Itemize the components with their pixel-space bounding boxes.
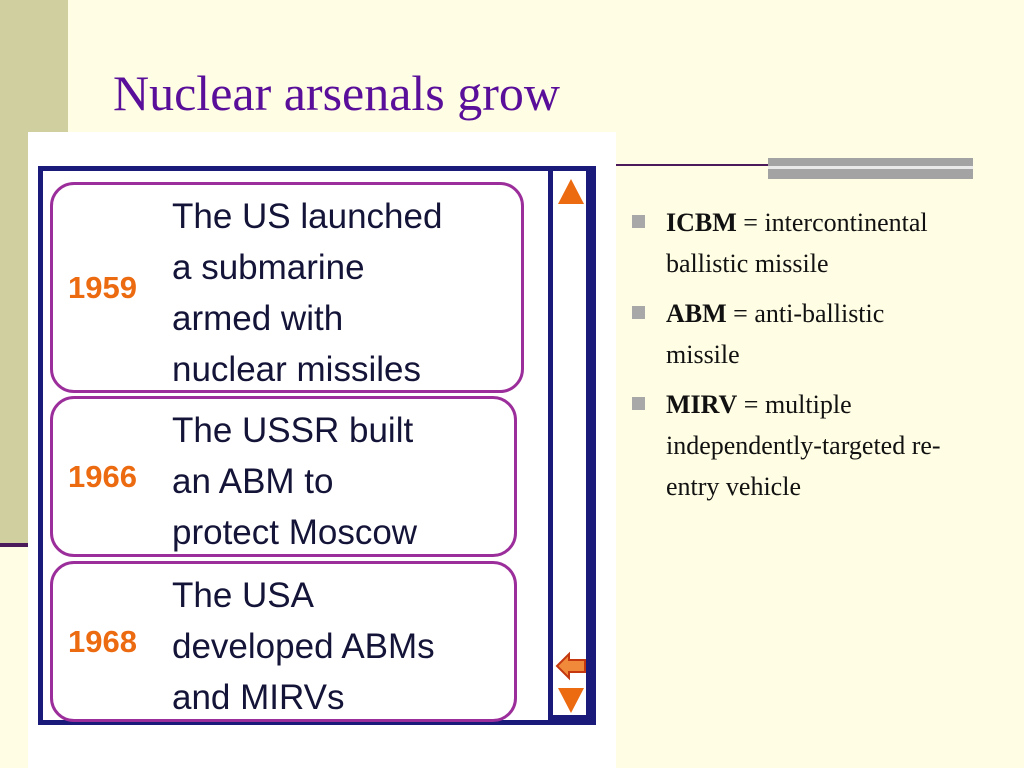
term: MIRV [666,390,738,419]
list-item [632,293,962,375]
definition: = multiple independently-targeted re-entry vehicle [666,390,941,501]
event-text [172,405,417,558]
event-line: an ABM to [172,462,334,501]
event-line: nuclear missiles [172,350,421,389]
timeline-scrollbar[interactable] [548,166,591,720]
decor-gray-bar [768,158,973,179]
event-year: 1959 [68,269,137,305]
timeline-card-1959 [50,182,524,393]
definition: = intercontinental ballistic missile [666,208,928,278]
triangle-up-icon[interactable] [557,177,585,205]
term: ICBM [666,208,737,237]
definition-list [632,202,962,516]
event-text [172,191,442,395]
list-item [632,202,962,284]
triangle-down-icon[interactable] [557,687,585,715]
bullet-square-icon [632,215,645,228]
event-line: The US launched [172,197,443,236]
timeline-card-1966 [50,396,517,557]
event-line: protect Moscow [172,513,418,552]
event-line: developed ABMs [172,627,435,666]
event-year: 1966 [68,458,137,494]
title-underline [600,164,768,166]
event-line: armed with [172,299,344,338]
arrow-left-icon[interactable] [555,651,587,681]
timeline-panel [28,132,616,768]
list-item [632,384,962,507]
event-text [172,570,435,723]
event-year: 1968 [68,623,137,659]
bullet-square-icon [632,397,645,410]
definition: = anti-ballistic missile [666,299,885,369]
event-line: The USA [172,576,314,615]
event-line: a submarine [172,248,365,287]
slide-title: Nuclear arsenals grow [113,65,561,121]
bullet-square-icon [632,306,645,319]
term: ABM [666,299,727,328]
timeline-card-1968 [50,561,517,722]
event-line: and MIRVs [172,678,345,717]
event-line: The USSR built [172,411,414,450]
